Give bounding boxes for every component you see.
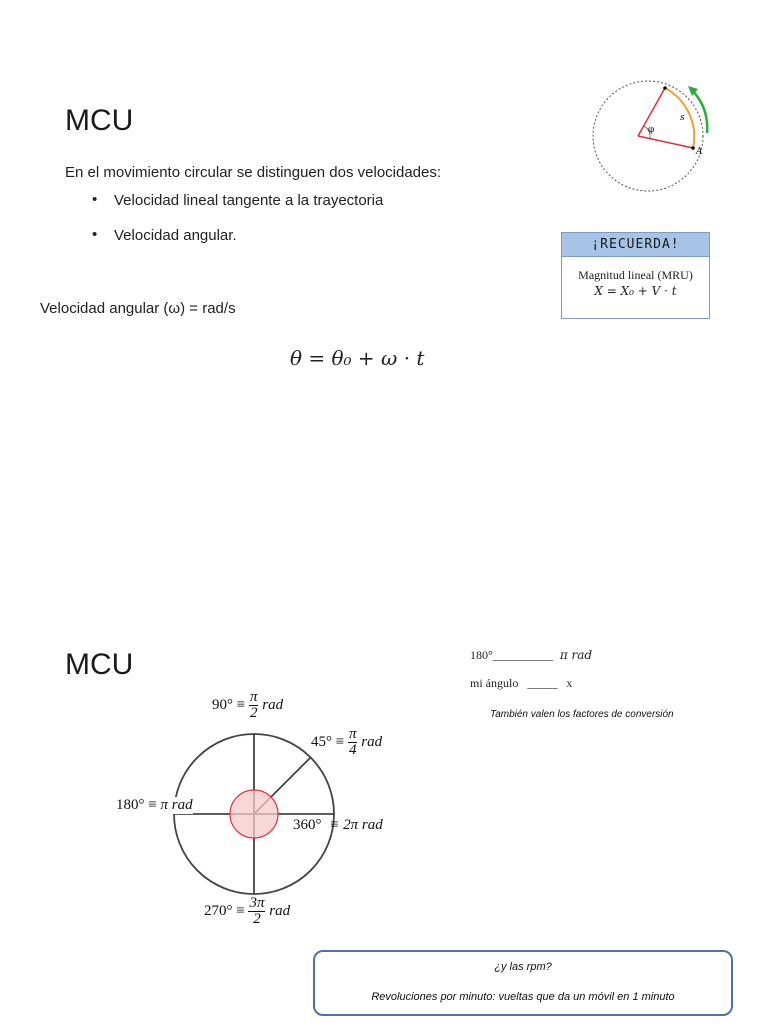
label-90-unit: rad [262,696,284,713]
fraction-denominator: 4 [348,742,357,758]
rpm-definition: Revoluciones por minuto: vueltas que da un móvil en 1 minuto [371,991,675,1003]
label-360-deg: 360° [293,817,322,833]
conversion-blank-1: __________ [492,648,553,662]
phi-label: φ [648,125,655,135]
velocity-list [88,192,383,254]
recuerda-heading: ¡RECUERDA! [562,233,709,257]
recuerda-line1: Magnitud lineal (MRU) [578,268,693,282]
label-360-val: ≡ 2π rad [329,817,383,833]
fraction-denominator: 2 [249,705,258,721]
trajectory-circle [593,81,703,191]
fraction-numerator: π [249,689,258,705]
recuerda-box [561,232,710,319]
recuerda-line2: X = X₀ + V · t [594,284,677,298]
label-45 [311,727,382,758]
section1-title: MCU [65,104,134,137]
list-item: • Velocidad angular. [88,227,383,244]
label-45-unit: rad [361,733,383,750]
label-270-deg: 270° ≡ [204,902,245,919]
label-180-deg: 180° ≡ [116,797,157,813]
arc-label: s [680,113,685,123]
label-180 [116,797,193,814]
conversion-x: x [566,676,573,690]
fraction-numerator: 3π [249,895,265,911]
label-270-fraction [248,896,265,927]
main-formula: θ = θ₀ + ω · t [290,346,425,370]
center-highlight [230,790,278,838]
rpm-box [313,950,733,1016]
fraction-numerator: π [348,726,357,742]
label-90-deg: 90° ≡ [212,696,246,713]
label-180-val: π rad [160,797,193,813]
conversion-mi-angulo: mi ángulo [470,676,519,690]
conversion-blank-2: _____ [527,676,558,690]
point-a [691,146,695,150]
label-90 [212,690,283,721]
section1-intro: En el movimiento circular se distinguen dos velocidades: [65,164,442,181]
radius-line-2 [638,136,693,148]
conversion-line-1 [470,648,592,663]
conversion-note: También valen los factores de conversión [490,709,674,720]
label-360 [293,817,383,834]
label-270 [204,896,290,927]
section2-title: MCU [65,648,134,681]
conversion-line-2 [470,676,572,691]
point-a-label: A [696,147,703,157]
point-top [663,86,667,90]
circular-motion-diagram [580,78,720,198]
label-45-fraction [348,727,358,758]
recuerda-body [562,257,709,299]
rpm-question: ¿y las rpm? [494,961,552,973]
list-item: • Velocidad lineal tangente a la trayectoria [88,192,383,209]
angular-velocity-line: Velocidad angular (ω) = rad/s [40,300,236,317]
label-90-fraction [249,690,259,721]
label-270-unit: rad [269,902,291,919]
fraction-denominator: 2 [253,911,261,927]
conversion-pi-rad: π rad [559,648,593,662]
conversion-180: 180° [470,648,493,662]
label-45-deg: 45° ≡ [311,733,345,750]
